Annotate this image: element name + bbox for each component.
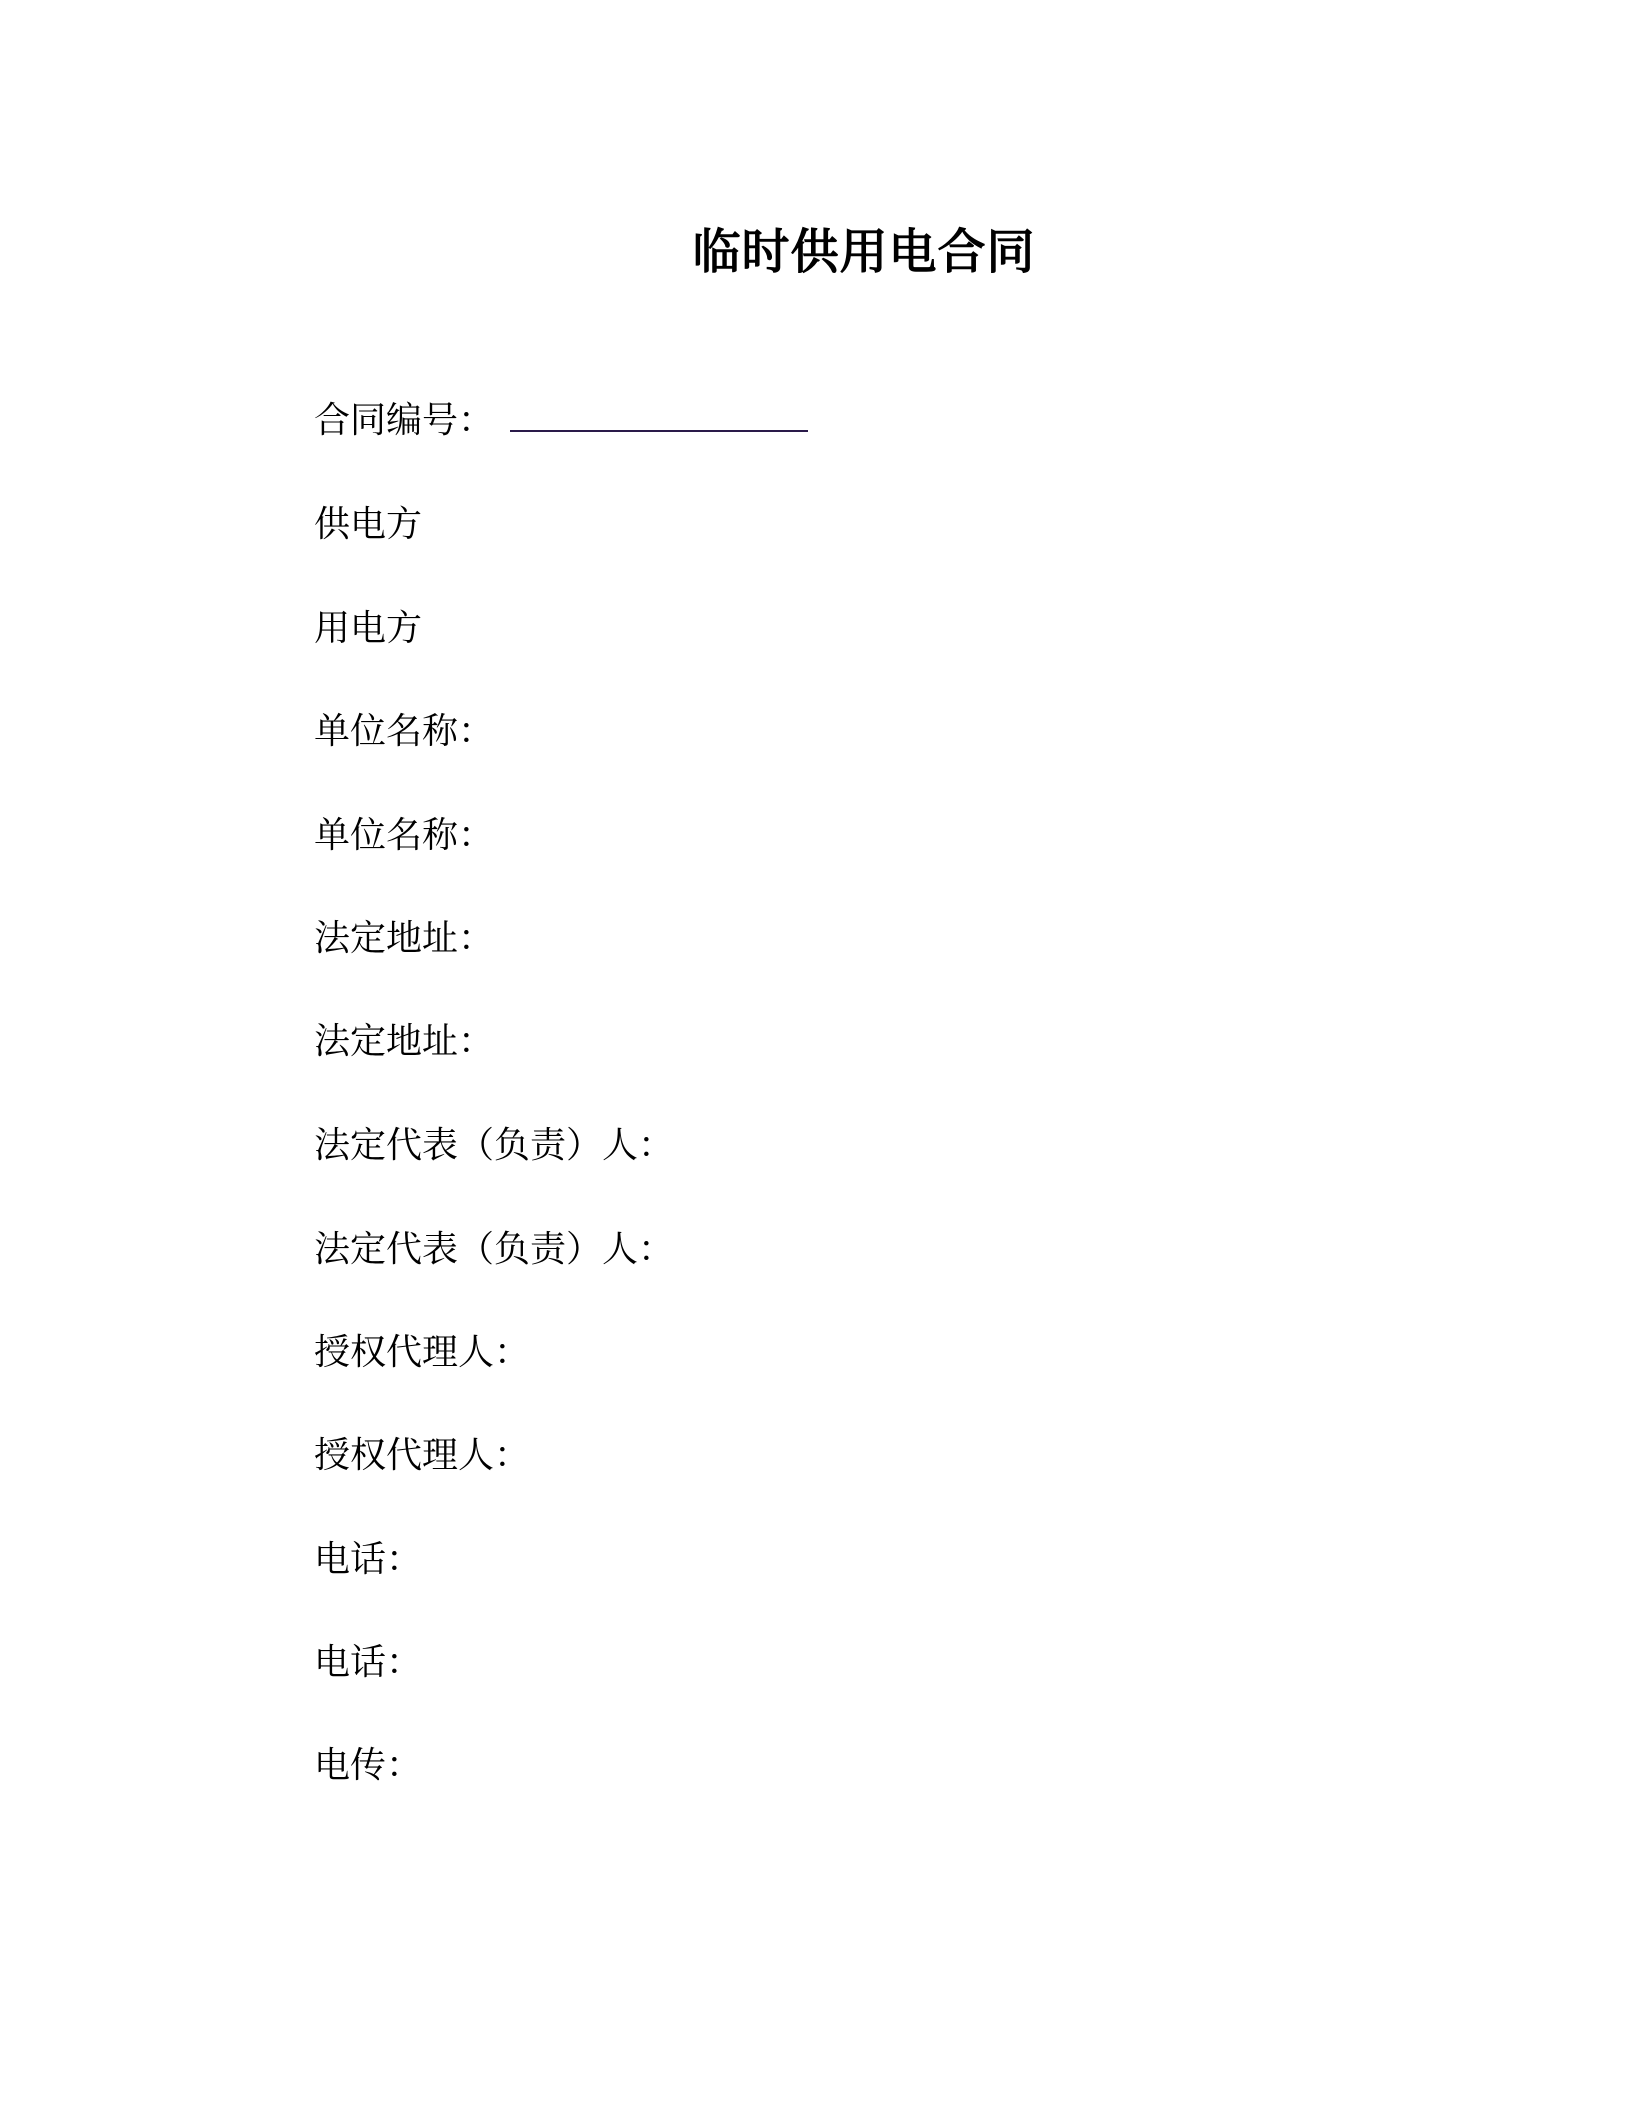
field-legal-address-consumer: 法定地址： — [314, 1021, 495, 1062]
contract-number-blank-line — [510, 400, 808, 432]
field-phone-consumer: 电话： — [314, 1642, 423, 1683]
contract-number-label: 合同编号： — [314, 400, 495, 441]
contract-number-field — [314, 399, 808, 443]
field-consumer: 用电方 — [314, 608, 423, 649]
field-fax: 电传： — [314, 1745, 423, 1786]
field-unit-name-consumer: 单位名称： — [314, 815, 495, 856]
field-legal-rep-consumer: 法定代表（负责）人： — [314, 1229, 675, 1270]
field-unit-name-supplier: 单位名称： — [314, 711, 495, 752]
document-title: 临时供用电合同 — [692, 224, 1036, 280]
field-legal-rep-supplier: 法定代表（负责）人： — [314, 1125, 675, 1166]
field-agent-supplier: 授权代理人： — [314, 1332, 531, 1373]
field-phone-supplier: 电话： — [314, 1539, 423, 1580]
field-agent-consumer: 授权代理人： — [314, 1435, 531, 1476]
field-legal-address-supplier: 法定地址： — [314, 918, 495, 959]
field-supplier: 供电方 — [314, 504, 423, 545]
